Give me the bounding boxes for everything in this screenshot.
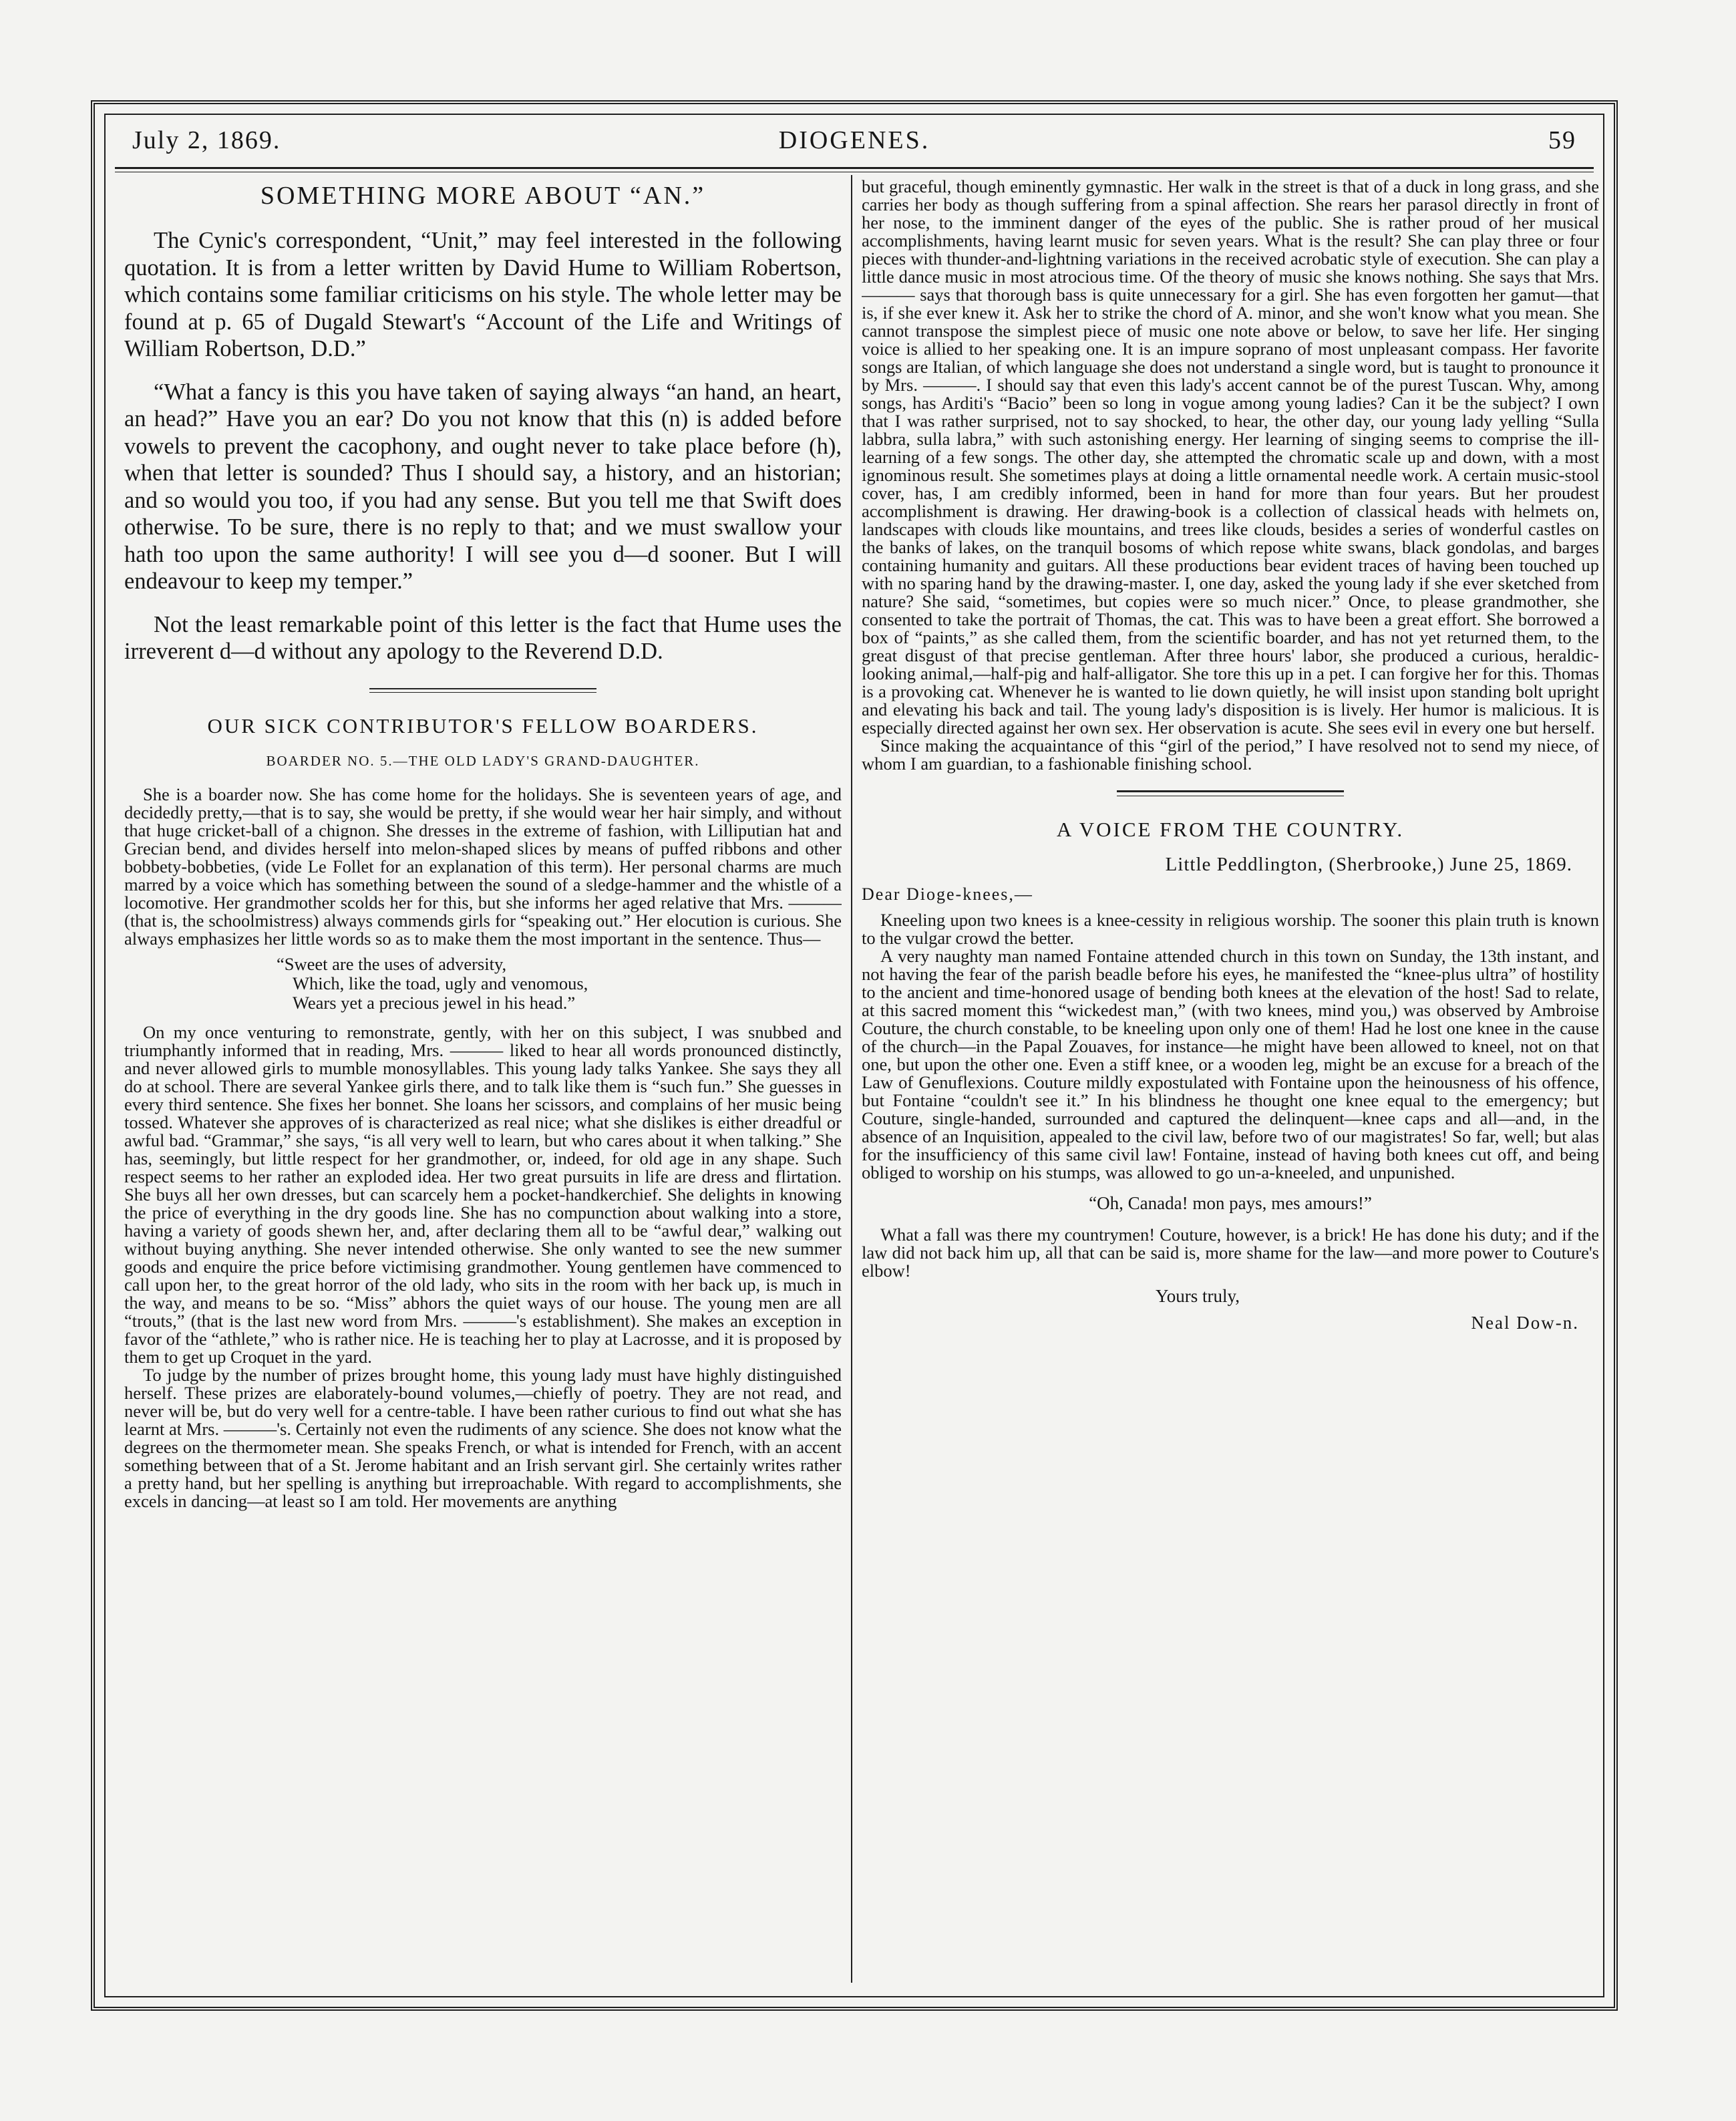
motto-quotation: “Oh, Canada! mon pays, mes amours!” [1089,1193,1372,1213]
column-divider [851,175,852,1983]
verse-quotation [124,955,842,1013]
salutation: Dear Dioge-knees,— [862,884,1033,904]
article-paragraph: She is a boarder now. She has come home for the holidays. She is seventeen years of age, and decidedly pretty,—that is to say, she would be pretty, if she would wear her hair simply, and without that huge cricket-ball of a chignon. She dresses in the extreme of fashion, with Lilliputian hat and Grecian bend, and divides herself into melon-shaped slices by means of puffed ribbons and other bobbety-bobbeties, (vide Le Follet for an explanation of this term). Her personal charms are much marred by a voice which has something between the sound of a sledge-hammer and the whistle of a locomotive. Her grandmother scolds her for this, but she informs her aged relative that Mrs. ——— (that is, the schoolmistress) always commends girls for “speaking out.” Her elocution is curious. She always emphasizes her little words so as to make them the most important in the sentence. Thus— [124,784,842,949]
verse-line: Wears yet a precious jewel in his head.” [293,992,576,1013]
section-divider [1117,790,1344,796]
article-paragraph: Not the least remarkable point of this letter is the fact that Hume uses the irreverent d—d without any apology to the Reverend D.D. [124,611,842,664]
page-frame-inner [104,114,1604,1997]
page-frame [91,100,1618,2011]
article-paragraph: To judge by the number of prizes brought home, this young lady must have highly distinguished herself. These prizes are elaborately-bound volumes,—chiefly of poetry. They are not read, and never will be, but do very well for a centre-table. I have been rather curious to find out what she has learnt at Mrs. ———'s. Certainly not even the rudiments of any science. She does not know what the degrees on the thermometer mean. She speaks French, or what is intended for French, with an accent something between that of a St. Jerome habitant and an Irish servant girl. She certainly writes rather a pretty hand, but her spelling is anything but irreproachable. With regard to accomplishments, she excels in dancing—at least so I am told. Her movements are anything [124,1364,842,1511]
article-title: SOMETHING MORE ABOUT “AN.” [260,182,706,210]
article-paragraph: but graceful, though eminently gymnastic. Her walk in the street is that of a duck in long grass, and she carries her body as though suffering from a spinal affection. She rears her parasol directly in front of her nose, to the imminent danger of the eyes of the public. She is rather proud of her musical accomplishments, having learnt music for seven years. What is the result? She can play three or four pieces with thunder-and-lightning variations in the received acrobatic style of execution. She can play a little dance music in most atrocious time. Of the theory of music she knows nothing. She says that Mrs. ——— says that thorough bass is quite unnecessary for a girl. She has even forgotten her gamut—that is, if she ever knew it. Ask her to strike the chord of A. minor, and she won't know what you mean. She cannot transpose the simplest piece of music one note above or below, to save her life. Her singing voice is allied to her speaking one. It is an impure soprano of most unpleasant compass. Her favorite songs are Italian, of which language she does not understand a single word, but is taught to pronounce it by Mrs. ———. I should say that even this lady's accent cannot be of the purest Tuscan. Why, among songs, has Arditi's “Bacio” been so long in vogue among young ladies? Can it be the subject? I own that I was rather surprised, not to say shocked, to hear, the other day, our young lady yelling “Sulla labbra, sulla labra,” with such astonishing energy. Her learning of singing seems to comprise the ill-learning of a few songs. The other day, she attempted the chromatic scale up and down, with a most ignominous result. She sometimes plays at doing a little ornamental needle work. A certain music-stool cover, has, I am credibly informed, been in hand for more than four years. But her proudest accomplishment is drawing. Her drawing-book is a collection of classical heads with helmets on, landscapes with clouds like mountains, and trees like clouds, besides a series of wonderful castles on the banks of lakes, on the tranquil bosoms of which repose white swans, black gondolas, and barges containing humanity and guitars. All these productions bear evident traces of having been touched up with no sparing hand by the drawing-master. I, one day, asked the young lady if she ever sketched from nature? She said, “sometimes, but copies were so much nicer.” Once, to please grandmother, she consented to take the portrait of Thomas, the cat. This was to have been a great effort. She borrowed a box of “paints,” as she called them, from the scientific boarder, and has not yet returned them, to the great disgust of that precise gentleman. After three hours' labor, she produced a curious, heraldic-looking animal,—half-pig and half-alligator. She tore this up in a pet. I can forgive her for this. Thomas is a provoking cat. Whenever he is wanted to lie down quietly, he will insist upon standing bolt upright and elevating his back and tail. The young lady's disposition is is lively. Her humor is malicious. It is especially directed against her own sex. Her observation is acute. She sees evil in every one but herself. [862,178,1599,738]
verse-line: Which, like the toad, ugly and venomous, [293,973,588,993]
dateline: Little Peddlington, (Sherbrooke,) June 25, 1869. [1165,854,1572,875]
article-paragraph: “What a fancy is this you have taken of saying always “an hand, an heart, an head?” Have you an ear? Do you not know that this (n) is added before vowels to prevent the cacophony, and ought never to take place before (h), when that letter is sounded? Thus I should say, a history, and an historian; and so would you too, if you had any sense. But you tell me that Swift does otherwise. To be sure, there is no reply to that; and we must swallow your hath too upon the same authority! I will see you d—d sooner. But I will endeavour to keep my temper.” [124,379,842,594]
header-rule [115,167,1594,172]
left-column [124,178,842,1980]
page-number: 59 [1548,126,1576,154]
article-paragraph: Since making the acquaintance of this “girl of the period,” I have resolved not to send my niece, of whom I am guardian, to a fashionable finishing school. [862,736,1599,774]
verse-line: “Sweet are the uses of adversity, [277,953,507,974]
article-paragraph: On my once venturing to remonstrate, gently, with her on this subject, I was snubbed and triumphantly informed that in reading, Mrs. ——— liked to hear all words pronounced distinctly, and never allowed girls to mumble monosyllables. This young lady talks Yankee. She says they all do at school. There are several Yankee girls there, and to talk like them is “such fun.” She guesses in every third sentence. She fixes her bonnet. She loans her scissors, and complains of her music being tossed. Whatever she approves of is characterized as real nice; what she dislikes is either dreadful or awful bad. “Grammar,” she says, “is all very well to learn, but who cares about it when talking.” She has, seemingly, but little respect for her grandmother, or, indeed, for old age in any shape. Such respect seems to her rather an exploded idea. Her two great pursuits in life are dress and flirtation. She buys all her own dresses, but can scarcely hem a pocket-handkerchief. She delights in knowing the price of everything in the dry goods line. She has no compunction about walking into a store, having a variety of goods shewn her, and, after declaring them all to be “awful dear,” walking out without buying anything. She never intended otherwise. She only wanted to see the new summer goods and enquire the price before victimising grandmother. Young gentlemen have commenced to call upon her, to the great horror of the old lady, who sits in the room with her back up, is much in the way, and means to be so. “Miss” abhors the quiet ways of our house. The young men are all “trouts,” (that is the last new word from Mrs. ———'s establishment). She makes an exception in favor of the “athlete,” who is rather nice. He is teaching her to play at Lacrosse, and it is proposed by them to get up Croquet in the yard. [124,1021,842,1367]
running-head [132,120,1576,160]
article-title: OUR SICK CONTRIBUTOR'S FELLOW BOARDERS. [207,713,759,738]
publication-title: DIOGENES. [778,126,930,154]
article-subtitle: BOARDER NO. 5.—THE OLD LADY'S GRAND-DAUGHTER. [266,752,700,769]
article-paragraph: Kneeling upon two knees is a knee-cessity in religious worship. The sooner this plain truth is known to the vulgar crowd the better. [862,910,1599,948]
article-paragraph: What a fall was there my countrymen! Couture, however, is a brick! He has done his duty; and if the law did not back him up, all that can be said is, more shame for the law—and more power to Couture's elbow! [862,1225,1599,1281]
issue-date: July 2, 1869. [132,126,281,154]
right-column [862,178,1599,1980]
section-divider [369,688,596,693]
sign-off: Yours truly, [1156,1286,1240,1306]
article-paragraph: A very naughty man named Fontaine attended church in this town on Sunday, the 13th instant, and not having the fear of the parish beadle before his eyes, he manifested the “knee-plus ultra” of hostility to the ancient and time-honored usage of bending both knees at the elevation of the host! Sad to relate, at this sacred moment this “wickedest man,” (with two knees, mind you,) was observed by Ambroise Couture, the church constable, to be kneeling upon only one of them! Had he lost one knee in the cause of the church—in the Papal Zouaves, for instance—he might have been allowed to kneel, not on that one, but upon the other one. Even a stiff knee, or a wooden leg, might be an excuse for a breach of the Law of Genuflexions. Couture mildly expostulated with Fontaine upon the heinousness of his offence, but Fontaine “couldn't see it.” In his blindness he thought one knee equal to the emergency; but Couture, single-handed, surrounded and captured the delinquent—knee caps and all—and, in the absence of an Inquisition, appealed to the civil law, before two of our magistrates! So far, well; but alas for the insufficiency of this same civil law! Fontaine, instead of having both knees cut off, and being obliged to worship on his stumps, was allowed to go un-a-kneeled, and unpunished. [862,946,1599,1182]
signature: Neal Dow-n. [1471,1313,1579,1333]
article-title: A VOICE FROM THE COUNTRY. [1056,818,1405,841]
article-paragraph: The Cynic's correspondent, “Unit,” may feel interested in the following quotation. It is from a letter written by David Hume to William Robertson, which contains some familiar criticisms on his style. The whole letter may be found at p. 65 of Dugald Stewart's “Account of the Life and Writings of William Robertson, D.D.” [124,228,842,361]
